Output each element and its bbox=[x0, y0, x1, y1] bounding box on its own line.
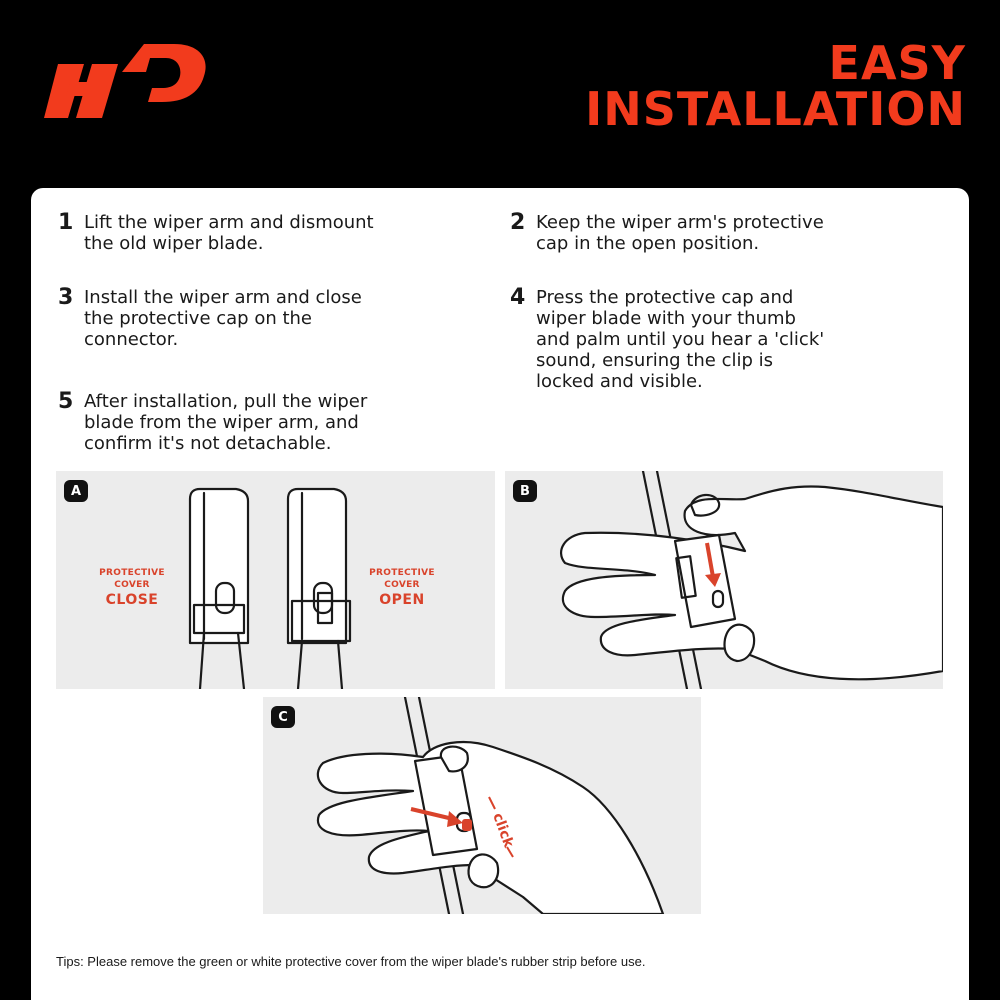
cover-open-label bbox=[362, 567, 442, 609]
step-text-line: Keep the wiper arm's protective bbox=[536, 212, 824, 233]
cover-close-label bbox=[92, 567, 172, 609]
title-line-easy: EASY bbox=[828, 36, 966, 90]
step-text-line: wiper blade with your thumb bbox=[536, 308, 796, 329]
step-4 bbox=[510, 287, 824, 392]
step-text-line: blade from the wiper arm, and bbox=[84, 412, 359, 433]
step-number: 4 bbox=[510, 285, 526, 310]
panel-a-cover-positions bbox=[56, 471, 495, 689]
step-5 bbox=[58, 391, 367, 454]
step-text-line: Lift the wiper arm and dismount bbox=[84, 212, 374, 233]
step-text-line: Install the wiper arm and close bbox=[84, 287, 362, 308]
step-number: 1 bbox=[58, 210, 74, 235]
step-text-line: the protective cap on the bbox=[84, 308, 312, 329]
header bbox=[0, 0, 1000, 188]
panel-b-press-cap bbox=[505, 471, 943, 689]
step-number: 3 bbox=[58, 285, 74, 310]
cover-label-open: OPEN bbox=[379, 592, 425, 608]
title-line-installation: INSTALLATION bbox=[585, 82, 966, 136]
step-text-line: connector. bbox=[84, 329, 179, 350]
panel-badge-c: C bbox=[271, 706, 295, 728]
brand-logo bbox=[44, 44, 206, 118]
cover-label-small: PROTECTIVE bbox=[369, 568, 435, 578]
step-number: 2 bbox=[510, 210, 526, 235]
step-1 bbox=[58, 212, 374, 254]
cover-label-small: COVER bbox=[114, 580, 150, 590]
panel-badge-b: B bbox=[513, 480, 537, 502]
step-text-line: and palm until you hear a 'click' bbox=[536, 329, 825, 350]
hand-press-illustration bbox=[505, 471, 943, 689]
hand-click-illustration bbox=[263, 697, 701, 914]
step-text-line: confirm it's not detachable. bbox=[84, 433, 332, 454]
tips-note: Tips: Please remove the green or white protective cover from the wiper blade's rubber strip before use. bbox=[56, 954, 646, 969]
step-2 bbox=[510, 212, 824, 254]
step-3 bbox=[58, 287, 362, 350]
page-title bbox=[585, 36, 966, 136]
click-sound-text: click bbox=[489, 810, 517, 850]
step-text-line: cap in the open position. bbox=[536, 233, 760, 254]
step-text-line: locked and visible. bbox=[536, 371, 703, 392]
cover-label-close: CLOSE bbox=[105, 592, 159, 608]
step-text-line: After installation, pull the wiper bbox=[84, 391, 368, 412]
step-number: 5 bbox=[58, 389, 74, 414]
step-text-line: Press the protective cap and bbox=[536, 287, 794, 308]
step-text-line: sound, ensuring the clip is bbox=[536, 350, 773, 371]
panel-badge-a: A bbox=[64, 480, 88, 502]
cover-label-small: COVER bbox=[384, 580, 420, 590]
cover-label-small: PROTECTIVE bbox=[99, 568, 165, 578]
step-text-line: the old wiper blade. bbox=[84, 233, 264, 254]
panel-c-click-lock bbox=[263, 697, 701, 914]
